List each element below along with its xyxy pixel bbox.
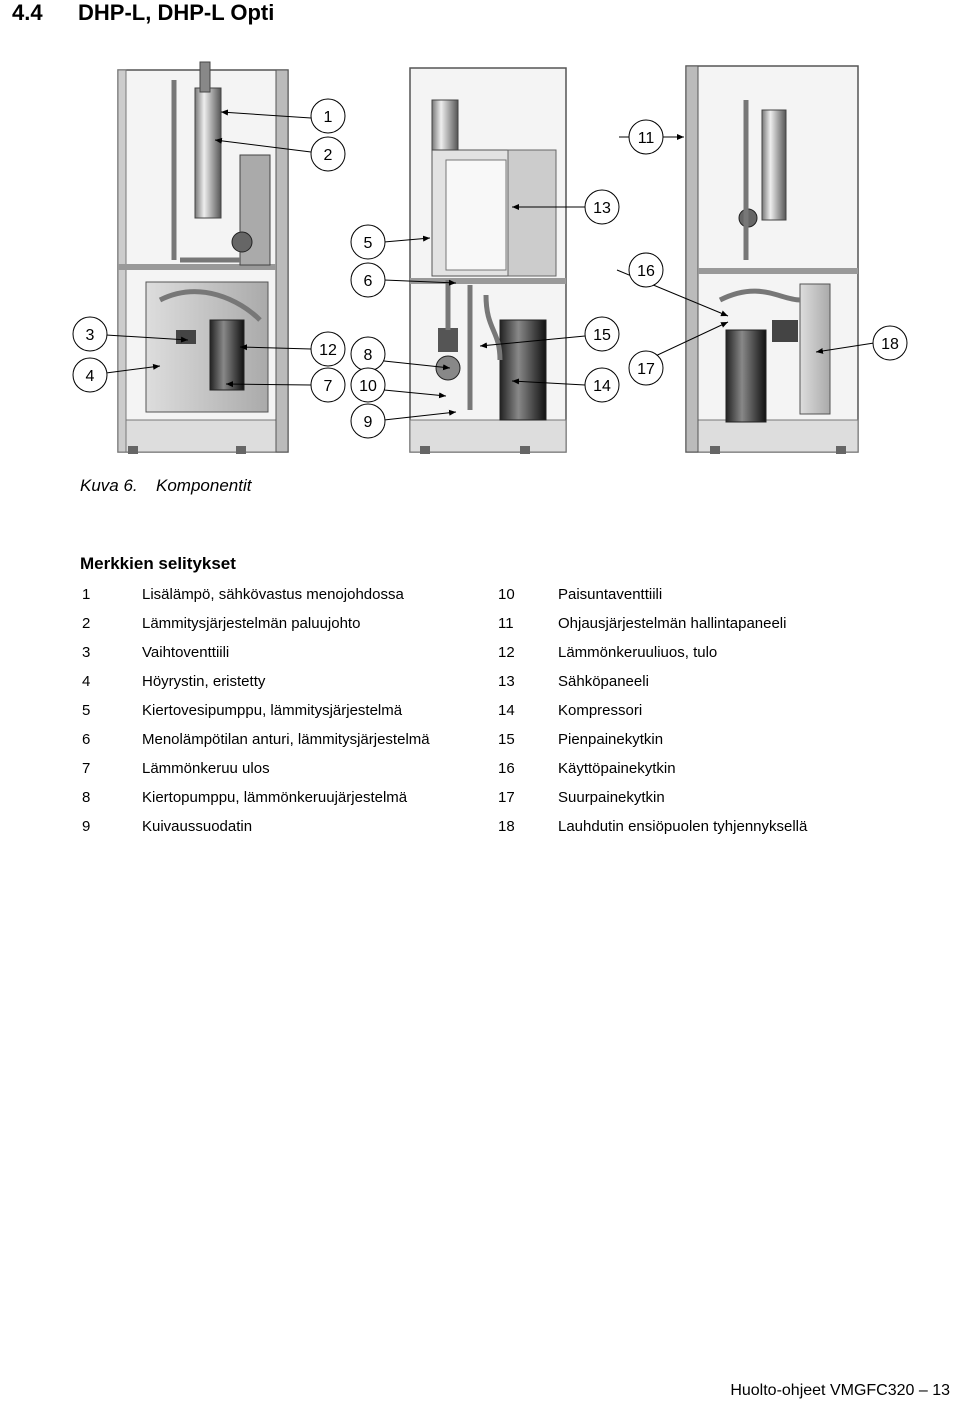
legend-text: Sähköpaneeli bbox=[558, 673, 649, 690]
callout-14-label: 14 bbox=[593, 378, 611, 395]
legend-number: 11 bbox=[498, 615, 514, 632]
callout-11 bbox=[629, 120, 663, 154]
legend-row bbox=[82, 701, 430, 730]
legend-text: Suurpainekytkin bbox=[558, 789, 665, 806]
legend-row bbox=[82, 585, 430, 614]
legend-number: 8 bbox=[82, 789, 91, 806]
legend-text: Kiertovesipumppu, lämmitysjärjestelmä bbox=[142, 702, 403, 719]
legend-number: 18 bbox=[498, 818, 515, 835]
legend-row bbox=[498, 817, 807, 846]
section-number: 4.4 bbox=[12, 0, 43, 25]
legend-row bbox=[498, 730, 807, 759]
legend-row bbox=[498, 672, 807, 701]
callout-14 bbox=[585, 368, 619, 402]
legend-text: Lämmönkeruu ulos bbox=[142, 760, 270, 777]
figure-caption bbox=[80, 476, 251, 496]
legend-row bbox=[498, 643, 807, 672]
legend-number: 2 bbox=[82, 615, 91, 632]
callout-15 bbox=[585, 317, 619, 351]
callout-15-label: 15 bbox=[593, 327, 611, 344]
section-title: DHP-L, DHP-L Opti bbox=[78, 0, 275, 25]
legend-text: Lauhdutin ensiöpuolen tyhjennyksellä bbox=[558, 818, 808, 835]
legend-number: 12 bbox=[498, 644, 515, 661]
legend-row bbox=[82, 788, 430, 817]
legend-row bbox=[498, 759, 807, 788]
callout-12-label: 12 bbox=[319, 342, 337, 359]
legend-text: Kiertopumppu, lämmönkeruujärjestelmä bbox=[142, 789, 408, 806]
legend-number: 1 bbox=[82, 586, 91, 603]
caption-label: Kuva 6. bbox=[80, 476, 138, 495]
legend-number: 13 bbox=[498, 673, 515, 690]
legend-number: 3 bbox=[82, 644, 91, 661]
legend-row bbox=[82, 759, 430, 788]
legend-row bbox=[82, 817, 430, 846]
callout-4 bbox=[73, 358, 107, 392]
callout-8 bbox=[351, 337, 385, 371]
callout-16 bbox=[629, 253, 663, 287]
callout-5 bbox=[351, 225, 385, 259]
callout-6-label: 6 bbox=[363, 273, 373, 290]
legend-number: 7 bbox=[82, 760, 91, 777]
callout-10-label: 10 bbox=[359, 378, 377, 395]
legend-text: Lämmönkeruuliuos, tulo bbox=[558, 644, 718, 661]
callout-9-label: 9 bbox=[363, 414, 373, 431]
legend-number: 17 bbox=[498, 789, 515, 806]
callout-8-label: 8 bbox=[363, 347, 373, 364]
callout-17 bbox=[629, 351, 663, 385]
legend-text: Vaihtoventtiili bbox=[142, 644, 230, 661]
legend-row bbox=[498, 788, 807, 817]
legend-row bbox=[498, 701, 807, 730]
callout-3-label: 3 bbox=[85, 327, 95, 344]
legend-text: Lämmitysjärjestelmän paluujohto bbox=[142, 615, 361, 632]
callout-13-label: 13 bbox=[593, 200, 611, 217]
section-heading bbox=[12, 0, 274, 26]
callout-4-label: 4 bbox=[85, 368, 95, 385]
legend-row bbox=[82, 643, 430, 672]
legend-text: Höyrystin, eristetty bbox=[142, 673, 266, 690]
callout-2 bbox=[311, 137, 345, 171]
callout-18 bbox=[873, 326, 907, 360]
legend-text: Pienpainekytkin bbox=[558, 731, 664, 748]
legend-number: 4 bbox=[82, 673, 91, 690]
legend-number: 10 bbox=[498, 586, 515, 603]
legend-row bbox=[498, 614, 807, 643]
legend-text: Käyttöpainekytkin bbox=[558, 760, 676, 777]
callout-1 bbox=[311, 99, 345, 133]
callout-7-label: 7 bbox=[323, 378, 333, 395]
callout-3 bbox=[73, 317, 107, 351]
callout-12 bbox=[311, 332, 345, 366]
callout-17-label: 17 bbox=[637, 361, 655, 378]
callout-13 bbox=[585, 190, 619, 224]
legend-number: 5 bbox=[82, 702, 91, 719]
legend-text: Paisuntaventtiili bbox=[558, 586, 663, 603]
page-footer: Huolto-ohjeet VMGFC320 – 13 bbox=[730, 1382, 950, 1399]
legend-text: Lisälämpö, sähkövastus menojohdossa bbox=[142, 586, 404, 603]
unit-right bbox=[686, 66, 858, 454]
legend-number: 14 bbox=[498, 702, 515, 719]
callout-2-label: 2 bbox=[323, 147, 333, 164]
legend-row bbox=[82, 672, 430, 701]
callout-10 bbox=[351, 368, 385, 402]
legend-row bbox=[82, 614, 430, 643]
legend-number: 9 bbox=[82, 818, 91, 835]
unit-left bbox=[118, 62, 288, 454]
callout-1-label: 1 bbox=[323, 109, 333, 126]
callout-11-label: 11 bbox=[637, 130, 655, 147]
callout-9 bbox=[351, 404, 385, 438]
legend-title: Merkkien selitykset bbox=[80, 554, 236, 573]
components-figure bbox=[0, 40, 960, 470]
callout-5-label: 5 bbox=[363, 235, 373, 252]
legend-text: Menolämpötilan anturi, lämmitysjärjestelmä bbox=[142, 731, 430, 748]
unit-middle bbox=[410, 68, 566, 454]
legend-right-column bbox=[498, 585, 807, 846]
legend-number: 16 bbox=[498, 760, 515, 777]
callout-6 bbox=[351, 263, 385, 297]
legend-row bbox=[498, 585, 807, 614]
legend-number: 6 bbox=[82, 731, 91, 748]
callout-16-label: 16 bbox=[637, 263, 655, 280]
legend-number: 15 bbox=[498, 731, 515, 748]
legend-row bbox=[82, 730, 430, 759]
callout-7 bbox=[311, 368, 345, 402]
callout-18-label: 18 bbox=[881, 336, 899, 353]
legend-text: Kompressori bbox=[558, 702, 643, 719]
legend-left-column bbox=[82, 585, 430, 846]
legend-text: Kuivaussuodatin bbox=[142, 818, 253, 835]
caption-text: Komponentit bbox=[156, 476, 252, 495]
legend-text: Ohjausjärjestelmän hallintapaneeli bbox=[558, 615, 787, 632]
